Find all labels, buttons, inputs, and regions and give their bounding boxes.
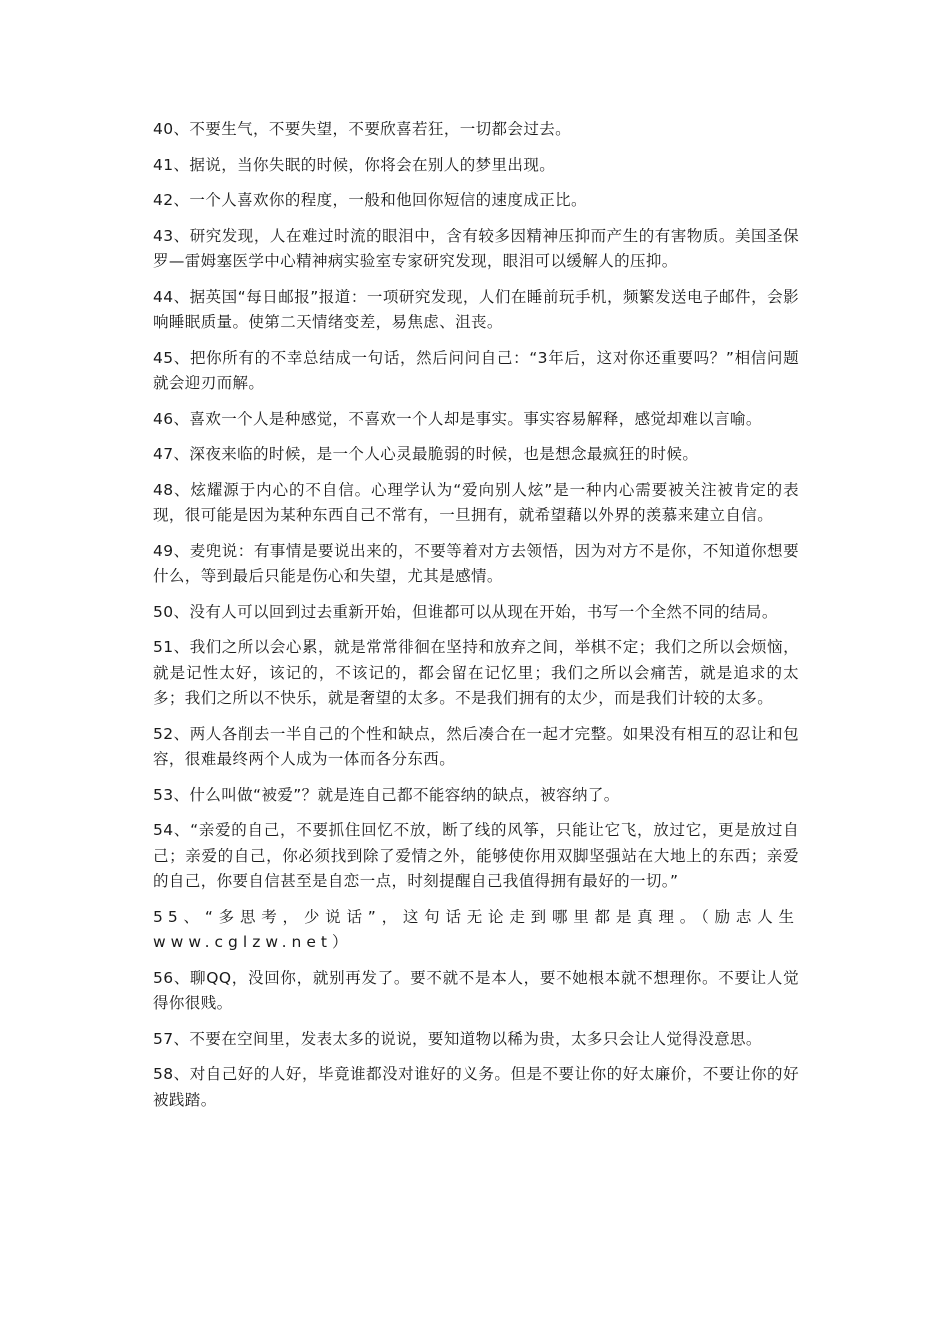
paragraph-53: 53、什么叫做“被爱”？就是连自己都不能容纳的缺点，被容纳了。: [153, 785, 620, 804]
document-body: [153, 117, 799, 1123]
paragraph-57: 57、不要在空间里，发表太多的说说，要知道物以稀为贵，太多只会让人觉得没意思。: [153, 1029, 762, 1048]
paragraph-55: 55、“多思考，少说话”，这句话无论走到哪里都是真理。（励志人生 www.cglzw.net）: [153, 907, 799, 951]
paragraph-54: 54、“亲爱的自己，不要抓住回忆不放，断了线的风筝，只能让它飞，放过它，更是放过自己；亲爱的自己，你必须找到除了爱情之外，能够使你用双脚坚强站在大地上的东西；亲爱的自己，你要自信甚至是自恋一点，时刻提醒自己我值得拥有最好的一切。”: [153, 821, 799, 890]
paragraph-44: 44、据英国“每日邮报”报道：一项研究发现，人们在睡前玩手机，频繁发送电子邮件，会影响睡眠质量。使第二天情绪变差，易焦虑、沮丧。: [153, 287, 799, 331]
paragraph-40: 40、不要生气，不要失望，不要欣喜若狂，一切都会过去。: [153, 120, 572, 138]
paragraph-56: 56、聊QQ，没回你，就别再发了。要不就不是本人，要不她根本就不想理你。不要让人觉得你很贱。: [153, 968, 799, 1012]
paragraph-58: 58、对自己好的人好，毕竟谁都没对谁好的义务。但是不要让你的好太廉价，不要让你的好被践踏。: [153, 1065, 799, 1109]
paragraph-52: 52、两人各削去一半自己的个性和缺点，然后凑合在一起才完整。如果没有相互的忍让和包容，很难最终两个人成为一体而各分东西。: [153, 724, 799, 768]
paragraph-46: 46、喜欢一个人是种感觉，不喜欢一个人却是事实。事实容易解释，感觉却难以言喻。: [153, 409, 762, 428]
paragraph-51: 51、我们之所以会心累，就是常常徘徊在坚持和放弃之间，举棋不定；我们之所以会烦恼，就是记性太好，该记的，不该记的，都会留在记忆里；我们之所以会痛苦，就是追求的太多；我们之所以不快乐，就是奢望的太多。不是我们拥有的太少，而是我们计较的太多。: [153, 638, 799, 707]
paragraph-50: 50、没有人可以回到过去重新开始，但谁都可以从现在开始，书写一个全然不同的结局。: [153, 602, 778, 621]
paragraph-49: 49、麦兜说：有事情是要说出来的，不要等着对方去领悟，因为对方不是你，不知道你想要什么，等到最后只能是伤心和失望，尤其是感情。: [153, 541, 799, 585]
paragraph-41: 41、据说，当你失眠的时候，你将会在别人的梦里出现。: [153, 155, 556, 174]
paragraph-45: 45、把你所有的不幸总结成一句话，然后问问自己：“3年后，这对你还重要吗？”相信问题就会迎刃而解。: [153, 348, 799, 392]
paragraph-43: 43、研究发现，人在难过时流的眼泪中，含有较多因精神压抑而产生的有害物质。美国圣保罗—雷姆塞医学中心精神病实验室专家研究发现，眼泪可以缓解人的压抑。: [153, 226, 799, 270]
paragraph-47: 47、深夜来临的时候，是一个人心灵最脆弱的时候，也是想念最疯狂的时候。: [153, 445, 699, 463]
paragraph-48: 48、炫耀源于内心的不自信。心理学认为“爱向别人炫”是一种内心需要被关注被肯定的表现，很可能是因为某种东西自己不常有，一旦拥有，就希望藉以外界的羡慕来建立自信。: [153, 480, 799, 524]
paragraph-42: 42、一个人喜欢你的程度，一般和他回你短信的速度成正比。: [153, 191, 587, 209]
